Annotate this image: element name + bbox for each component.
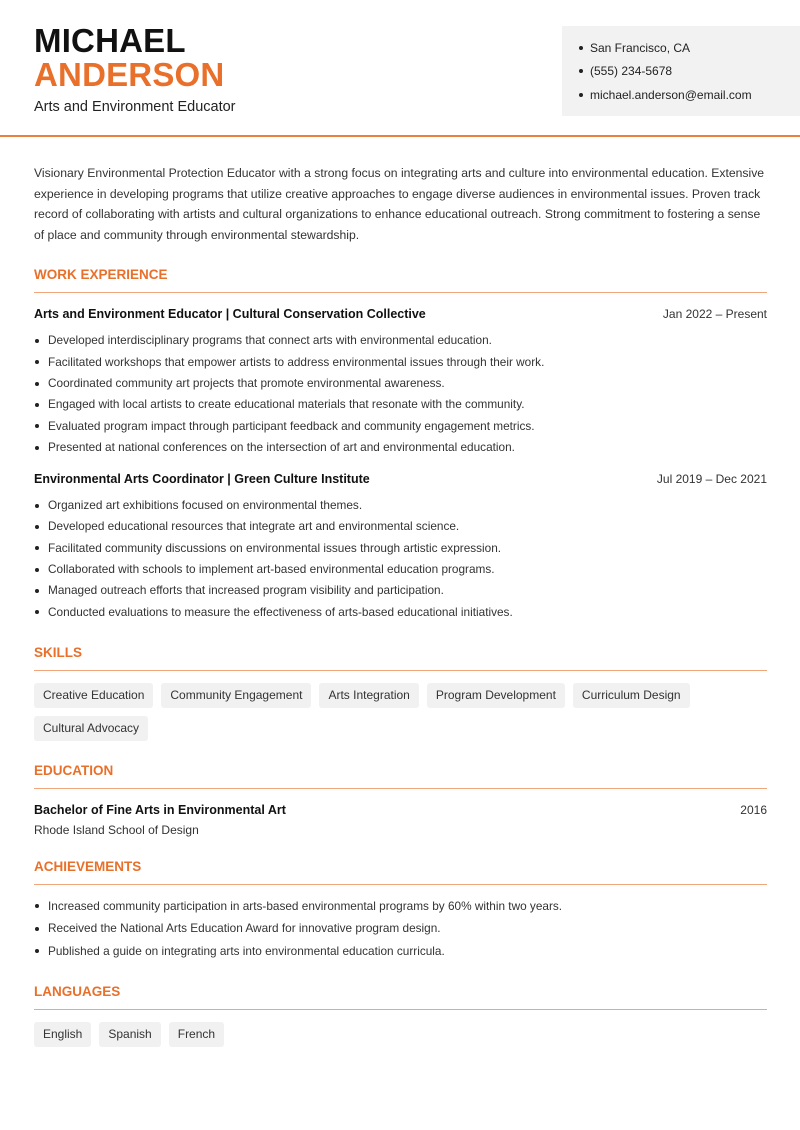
job-title-company: Environmental Arts Coordinator | Green Culture Institute: [34, 472, 370, 487]
skill-chip: Curriculum Design: [573, 683, 690, 708]
language-chip: French: [169, 1022, 224, 1047]
skill-chip: Program Development: [427, 683, 565, 708]
bullet-icon: [35, 382, 39, 386]
skill-chip: Cultural Advocacy: [34, 716, 148, 741]
bullet-icon: [35, 504, 39, 508]
bullet-icon: [35, 525, 39, 529]
graduation-year: 2016: [740, 802, 767, 817]
section-title-skills: SKILLS: [34, 645, 767, 671]
bullet-text: Evaluated program impact through participant feedback and community engagement metrics.: [48, 418, 535, 433]
job-bullets: [34, 330, 767, 458]
list-item: [34, 330, 767, 351]
bullet-text: Facilitated community discussions on environmental issues through artistic expression.: [48, 540, 502, 555]
job-header: [34, 472, 767, 486]
job-bullets: [34, 495, 767, 623]
contact-email-text[interactable]: michael.anderson@email.com: [590, 87, 752, 102]
job-date: Jul 2019 – Dec 2021: [656, 472, 767, 487]
bullet-icon: [35, 546, 39, 550]
list-item: [34, 352, 767, 373]
job-title-company: Arts and Environment Educator | Cultural Conservation Collective: [34, 307, 426, 322]
bullet-icon: [35, 568, 39, 572]
bullet-icon: [35, 446, 39, 450]
skill-chip: Creative Education: [34, 683, 153, 708]
bullet-icon: [35, 904, 39, 908]
degree: Bachelor of Fine Arts in Environmental Art: [34, 802, 286, 817]
bullet-icon: [35, 589, 39, 593]
list-item: [34, 394, 767, 415]
skill-chip: Arts Integration: [319, 683, 418, 708]
languages-list: [34, 1022, 767, 1047]
bullet-icon: [35, 927, 39, 931]
bullet-text: Developed interdisciplinary programs that connect arts with environmental education.: [48, 333, 492, 348]
skills-list: [34, 683, 767, 741]
language-chip: Spanish: [99, 1022, 160, 1047]
bullet-icon: [35, 610, 39, 614]
bullet-icon: [35, 949, 39, 953]
contact-box: [562, 26, 800, 116]
bullet-icon: [579, 46, 583, 50]
summary: Visionary Environmental Protection Educator with a strong focus on integrating arts and culture into environmental education. Extensive experience in developing programs that utilize creative approaches to engage diverse audiences in environmental issues. Proven track record of collaborating with artists and cultural organizations to enhance educational outreach. Strong commitment to fostering a sense of place and community through environmental stewardship.: [34, 166, 765, 242]
section-title-achievements: ACHIEVEMENTS: [34, 859, 767, 885]
list-item: [34, 416, 767, 437]
section-title-languages: LANGUAGES: [34, 984, 767, 1010]
bullet-icon: [579, 69, 583, 73]
school: Rhode Island School of Design: [34, 822, 199, 837]
resume-header: [0, 0, 800, 137]
list-item: [34, 516, 767, 537]
contact-phone-text: (555) 234-5678: [590, 64, 673, 79]
bullet-icon: [579, 93, 583, 97]
contact-location: [579, 36, 800, 60]
skill-chip: Community Engagement: [161, 683, 311, 708]
job-header: [34, 307, 767, 321]
list-item: [34, 602, 767, 623]
list-item: [34, 580, 767, 601]
achievements-list: [34, 895, 767, 963]
bullet-text: Engaged with local artists to create educational materials that resonate with the community.: [48, 397, 525, 412]
job-date: Jan 2022 – Present: [662, 307, 767, 322]
bullet-text: Presented at national conferences on the intersection of art and environmental education.: [48, 439, 515, 454]
first-name: MICHAEL: [34, 22, 186, 59]
list-item: [34, 495, 767, 516]
job-title: Arts and Environment Educator: [34, 99, 236, 115]
bullet-text: Increased community participation in arts-based environmental programs by 60% within two years.: [48, 898, 563, 913]
bullet-text: Organized art exhibitions focused on environmental themes.: [48, 498, 363, 513]
bullet-text: Published a guide on integrating arts into environmental education curricula.: [48, 943, 445, 958]
list-item: [34, 538, 767, 559]
list-item: [34, 940, 767, 963]
bullet-icon: [35, 360, 39, 364]
contact-email: [579, 83, 800, 107]
bullet-text: Developed educational resources that integrate art and environmental science.: [48, 519, 460, 534]
contact-phone: [579, 60, 800, 84]
language-chip: English: [34, 1022, 91, 1047]
section-title-work: WORK EXPERIENCE: [34, 267, 767, 293]
list-item: [34, 559, 767, 580]
list-item: [34, 437, 767, 458]
contact-location-text: San Francisco, CA: [590, 40, 691, 55]
bullet-text: Collaborated with schools to implement art-based environmental education programs.: [48, 562, 495, 577]
bullet-text: Facilitated workshops that empower artists to address environmental issues through their work.: [48, 354, 545, 369]
bullet-icon: [35, 403, 39, 407]
section-title-education: EDUCATION: [34, 763, 767, 789]
bullet-text: Conducted evaluations to measure the effectiveness of arts-based educational initiatives.: [48, 604, 513, 619]
bullet-text: Managed outreach efforts that increased program visibility and participation.: [48, 583, 444, 598]
list-item: [34, 373, 767, 394]
list-item: [34, 917, 767, 940]
resume-body: [34, 163, 767, 1047]
education-header: [34, 803, 767, 817]
bullet-icon: [35, 339, 39, 343]
bullet-text: Coordinated community art projects that promote environmental awareness.: [48, 375, 445, 390]
last-name: ANDERSON: [34, 56, 225, 93]
list-item: [34, 895, 767, 918]
bullet-text: Received the National Arts Education Award for innovative program design.: [48, 921, 441, 936]
bullet-icon: [35, 424, 39, 428]
